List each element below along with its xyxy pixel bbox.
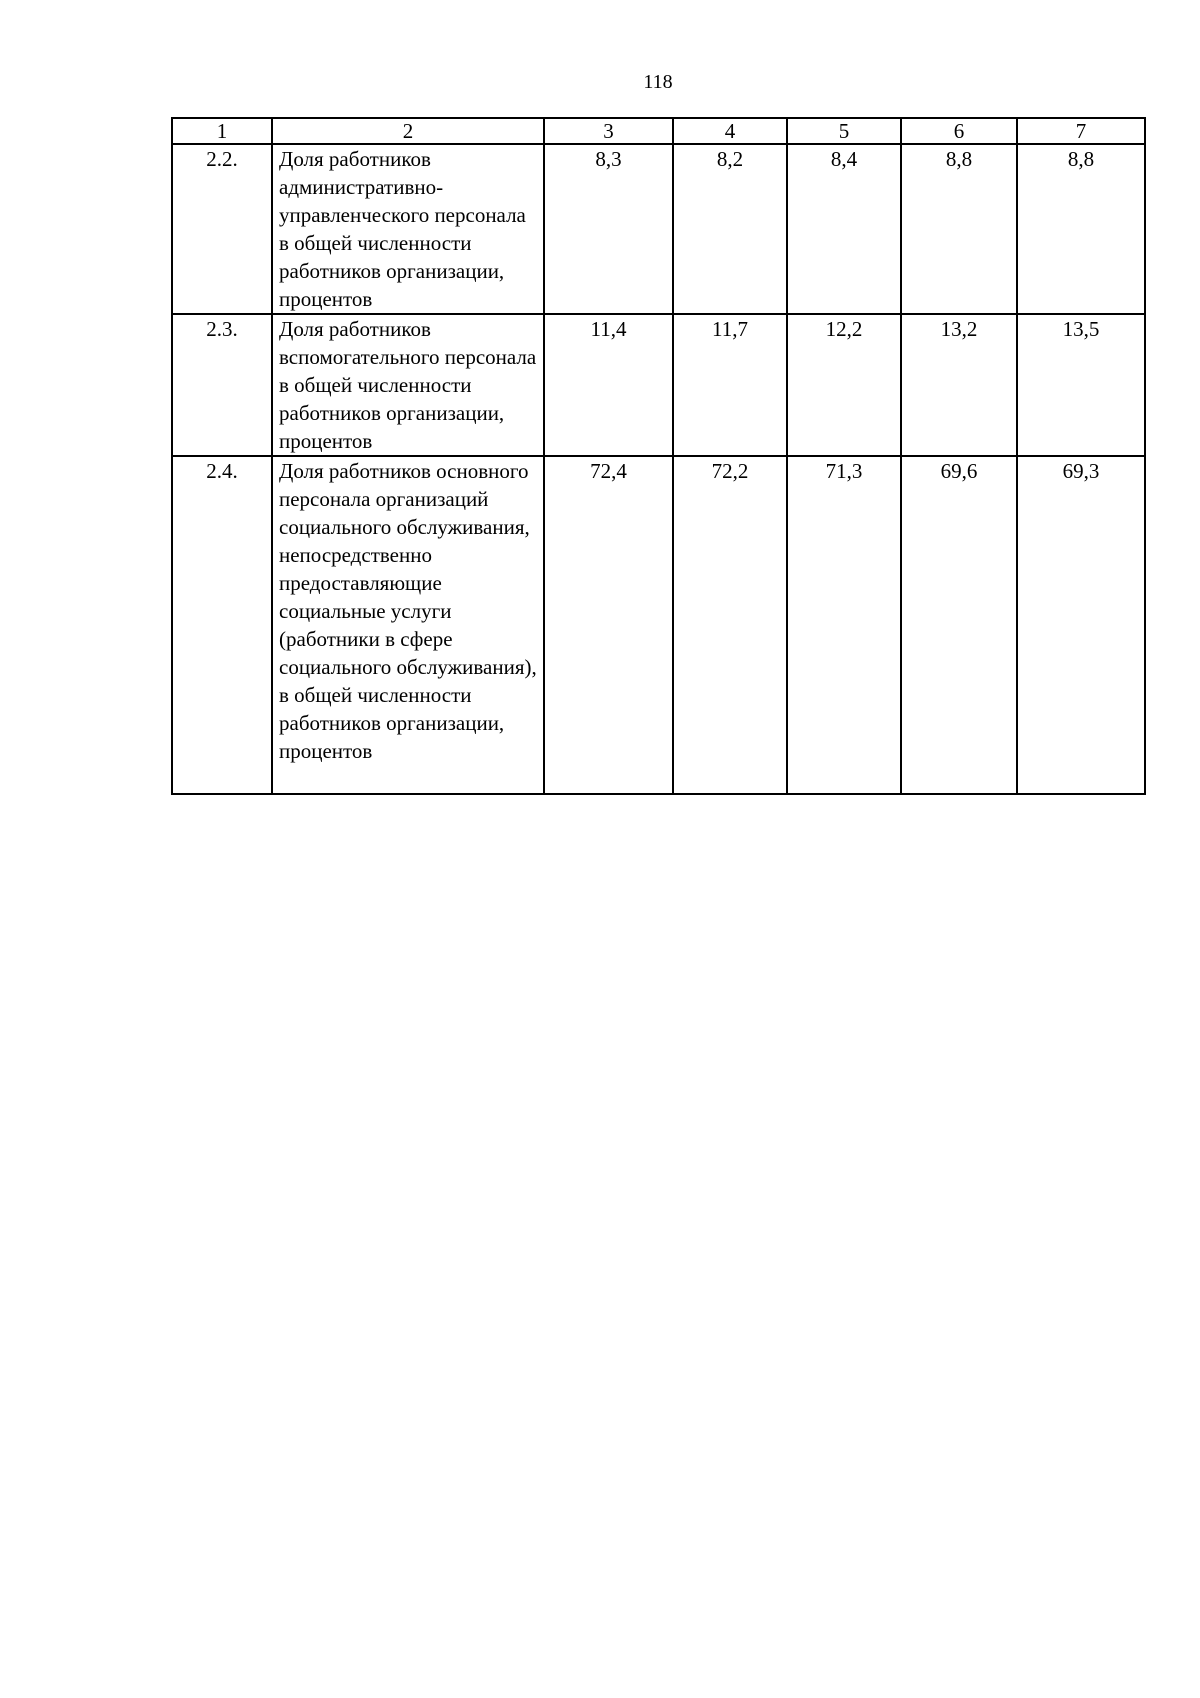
row-value: 11,7	[673, 314, 787, 456]
table-row	[172, 314, 1145, 456]
column-header: 4	[673, 118, 787, 144]
row-value: 72,2	[673, 456, 787, 794]
row-number: 2.2.	[172, 144, 272, 314]
row-value: 8,4	[787, 144, 901, 314]
row-value: 69,6	[901, 456, 1017, 794]
row-description: Доля работников административно-управленческого персонала в общей численности работников организации, процентов	[272, 144, 544, 314]
page-number: 118	[643, 71, 673, 93]
row-value: 69,3	[1017, 456, 1145, 794]
row-value: 8,3	[544, 144, 673, 314]
row-value: 13,5	[1017, 314, 1145, 456]
row-description: Доля работников вспомогательного персонала в общей численности работников организации, процентов	[272, 314, 544, 456]
row-value: 8,2	[673, 144, 787, 314]
row-number: 2.3.	[172, 314, 272, 456]
row-value: 13,2	[901, 314, 1017, 456]
table-row	[172, 144, 1145, 314]
table-header-row	[172, 118, 1145, 144]
column-header: 2	[272, 118, 544, 144]
column-header: 6	[901, 118, 1017, 144]
column-header: 7	[1017, 118, 1145, 144]
row-value: 8,8	[901, 144, 1017, 314]
row-value: 11,4	[544, 314, 673, 456]
column-header: 5	[787, 118, 901, 144]
table-row	[172, 456, 1145, 794]
column-header: 1	[172, 118, 272, 144]
data-table	[171, 117, 1146, 795]
row-value: 12,2	[787, 314, 901, 456]
row-number: 2.4.	[172, 456, 272, 794]
row-value: 72,4	[544, 456, 673, 794]
row-description: Доля работников основного персонала организаций социального обслуживания, непосредственно предоставляющие социальные услуги (работники в сфере социального обслуживания), в общей численности работников организации, процентов	[272, 456, 544, 794]
row-value: 71,3	[787, 456, 901, 794]
column-header: 3	[544, 118, 673, 144]
row-value: 8,8	[1017, 144, 1145, 314]
